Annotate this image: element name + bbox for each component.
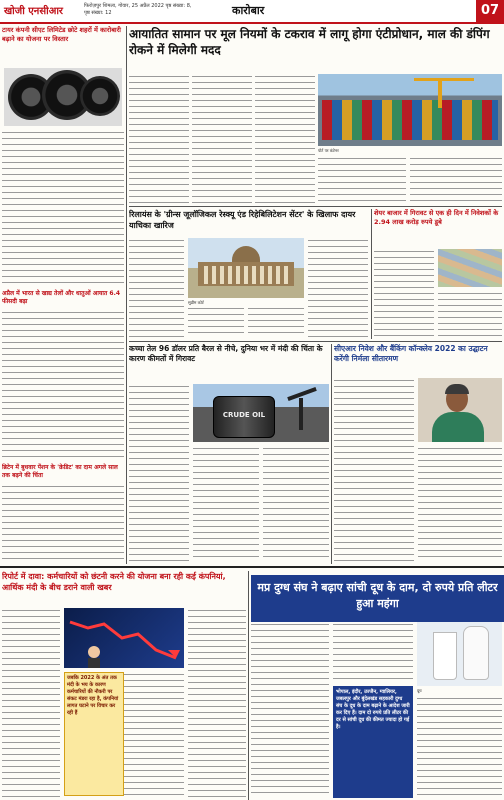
crude-body-col-1	[129, 384, 189, 562]
milk-body-col-2	[333, 622, 413, 682]
layoff-story	[2, 571, 246, 605]
port-photo-caption: पोर्ट पर कंटेनर	[318, 148, 339, 153]
sensex-body-col-2	[438, 291, 502, 339]
sitharaman-headline: सीएआर निवेश और बैंकिंग कॉन्क्लेव 2022 का उद्घाटन करेंगी निर्मला सीतारमण	[334, 344, 488, 363]
lead-story	[129, 26, 502, 72]
container-stack	[322, 100, 498, 140]
supreme-court-photo	[188, 238, 304, 298]
milk-photo	[417, 622, 502, 686]
crude-story	[129, 344, 329, 380]
left-story-headline: टायर कंपनी सीएट लिमिटेड छोटे शहरों में कारोबारी बढ़ाने का योजना पर विस्तार	[2, 26, 121, 43]
crane-arm	[414, 78, 474, 81]
layoff-body-col-2	[124, 672, 184, 798]
milk-highlight-box: भोपाल, इंदौर, उज्जैन, ग्वालियर, जबलपुर और बुंदेलखंड सहकारी दुग्ध संघ के दूध के दाम बढ़ाने के आदेश जारी कर दिए हैं। दाम दो रुपये प्रति लीटर की दर से सांची दूध की कीमत ज्यादा हो गई है।	[333, 686, 413, 798]
court-columns	[204, 266, 288, 284]
lead-body-col-4	[318, 156, 406, 204]
layoff-quote-box: जबकि 2022 के अंत तक मंदी के भय के कारण कर्मचारियों की नौकरी पर संकट मंडरा रहा है, कंपनियां लागत घटाने पर विचार कर रही हैं	[64, 672, 124, 796]
crude-body-col-2	[193, 446, 259, 562]
person-hair	[445, 384, 469, 394]
milk-headline-banner	[251, 575, 504, 622]
column-divider	[331, 344, 332, 564]
left-story	[2, 26, 124, 564]
tyre-photo	[4, 68, 122, 126]
crane	[438, 78, 442, 108]
imports-body	[2, 310, 124, 460]
oil-barrel-icon	[213, 396, 275, 438]
sensex-body-col-1	[374, 249, 434, 339]
newspaper-brand: खोजी एनसीआर	[4, 6, 64, 17]
crude-oil-photo	[193, 384, 329, 442]
layoff-headline: रिपोर्ट में दावा: कर्मचारियों को छंटनी करने की योजना बना रही कई कंपनियां, आर्थिक मंदी के बीच डराने वाली खबर	[2, 572, 226, 592]
currency-notes-photo	[438, 249, 502, 287]
uk-body	[2, 484, 124, 564]
reliance-body-col-2	[188, 306, 244, 338]
layoff-graph-photo	[64, 608, 184, 668]
left-story-subhead-imports: अप्रैल में भारत से खाद्य तेलों और धातुओं आयात 6.4 फीसदी बढ़ा	[2, 290, 121, 305]
reliance-body-col-4	[308, 238, 368, 338]
container-port-photo	[318, 74, 502, 146]
milk-photo-caption: दूध	[417, 688, 422, 693]
declining-graph-icon	[64, 608, 184, 668]
layoff-body-col-1	[2, 608, 60, 798]
layoff-body-col-3	[188, 608, 246, 798]
section-divider	[129, 206, 502, 207]
lead-body-col-5	[410, 156, 502, 204]
milk-headline: मप्र दुग्ध संघ ने बढ़ाए सांची दूध के दाम, दो रुपये प्रति लीटर हुआ महंगा	[257, 581, 498, 610]
sitharaman-body-col-2	[418, 446, 502, 562]
section-divider	[129, 341, 502, 342]
lead-headline: आयातित सामान पर मूल नियमों के टकराव में लागू होगा एंटीप्रोधान, माल की डंपिंग रोकने में मिलेगी मदद	[129, 27, 490, 57]
column-divider	[248, 571, 249, 800]
court-photo-caption: सुप्रीम कोर्ट	[188, 300, 204, 305]
reliance-body-col-3	[248, 306, 304, 338]
milk-body-col-1	[251, 622, 329, 798]
reliance-body-col-1	[129, 238, 184, 338]
reliance-story	[129, 209, 369, 235]
milk-glass-icon	[433, 632, 457, 680]
crude-headline: कच्चा तेल 96 डॉलर प्रति बैरल से नीचे, दुनिया भर में मंदी की चिंता के कारण कीमतों में गिरावट	[129, 344, 323, 363]
page-number: 07	[476, 0, 504, 22]
reliance-headline: रिलायंस के 'ग्रीन्स जूलॉजिकल रेस्क्यू एंड रिहेबिलिटेशन सेंटर' के खिलाफ दायर याचिका खारिज	[129, 210, 356, 230]
sitharaman-photo	[418, 378, 502, 442]
sitharaman-body-col-1	[334, 378, 414, 562]
sensex-headline: शेयर बाजार में गिरावट से एक ही दिन में निवेशकों के 2.94 लाख करोड़ रुपये डूबे	[374, 209, 499, 226]
masthead	[0, 0, 504, 24]
left-story-body	[2, 130, 124, 286]
tyre-icon	[80, 76, 120, 116]
column-divider	[371, 209, 372, 339]
column-divider	[126, 26, 127, 564]
milk-body-col-3	[417, 696, 502, 798]
crude-body-col-3	[263, 446, 329, 562]
barrel-label: CRUDE OIL	[222, 411, 266, 419]
lead-body-col-1	[129, 74, 189, 204]
sensex-story	[374, 209, 502, 339]
lead-body-col-2	[192, 74, 252, 204]
section-divider	[0, 566, 504, 568]
milk-bottle-icon	[463, 626, 489, 680]
lead-body-col-3	[255, 74, 315, 204]
dateline: फिरोज़पुर शिमला, गोवार, 25 अप्रैल 2022 पृष्ठ संख्या: 8, पृष्ठ संख्या: 12	[84, 3, 192, 16]
section-title: कारोबार	[232, 4, 265, 17]
person-saree	[432, 412, 484, 442]
left-story-subhead-uk: ब्रिटेन में बुधवार पेंशन के 'क्रेडिट' का दाम अगले साल तक बढ़ने की चिंता	[2, 464, 118, 479]
oil-pump-base	[299, 398, 303, 430]
sitharaman-story	[334, 344, 502, 374]
